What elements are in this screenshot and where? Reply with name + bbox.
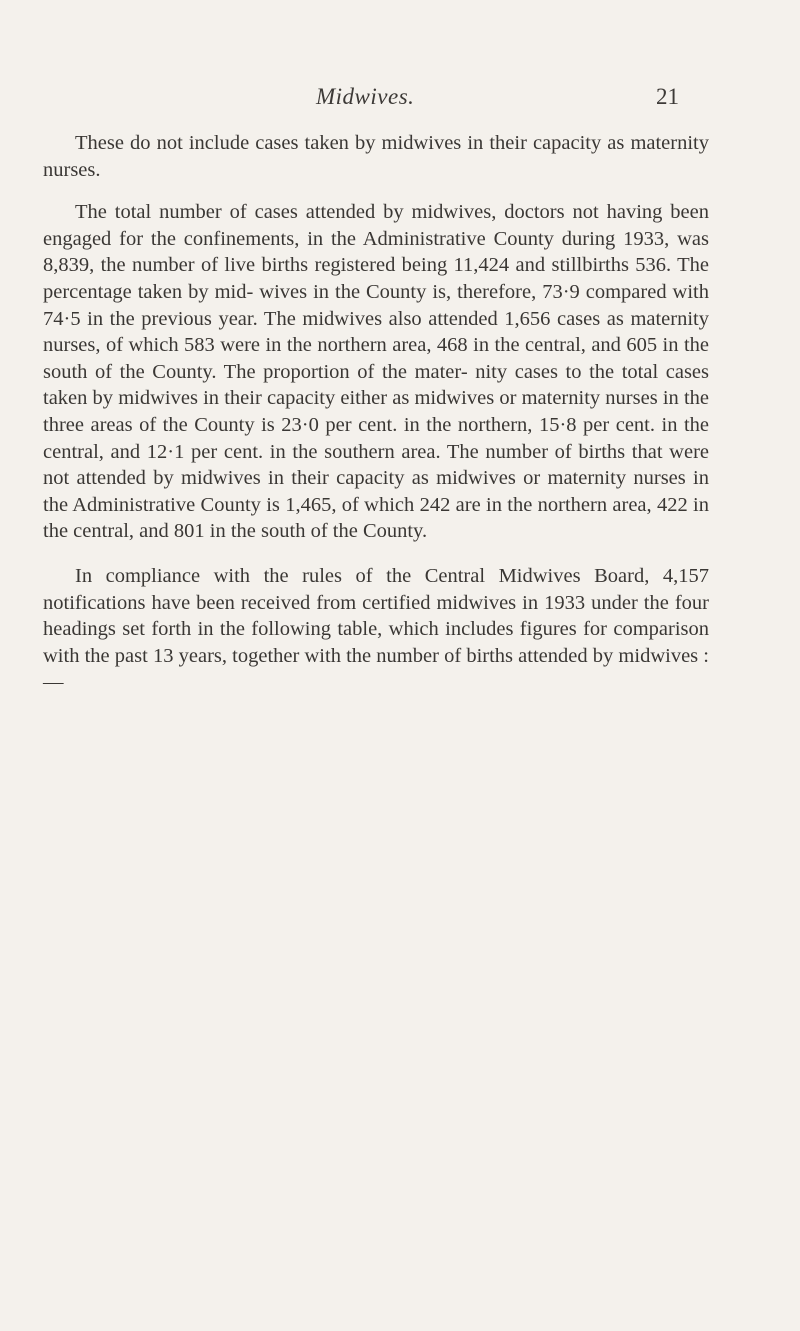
paragraph-3: In compliance with the rules of the Central Midwives Board, 4,157 notifications have been received from certified midwives in 1933 under the four headings set forth in the following table, which includes figures for comparison with the past 13 years, together with the number of births attended by midwives :— <box>43 564 709 694</box>
body-text <box>43 130 709 714</box>
running-head <box>0 84 800 114</box>
running-title: Midwives. <box>316 84 415 109</box>
paragraph-2: The total number of cases attended by midwives, doctors not having been engaged for the confinements, in the Administrative County during 1933, was 8,839, the number of live births registered being 11,424 and stillbirths 536. The percentage taken by mid- wives in the County is, therefore, 73·9 compared with 74·5 in the previous year. The midwives also attended 1,656 cases as maternity nurses, of which 583 were in the northern area, 468 in the central, and 605 in the south of the County. The proportion of the mater- nity cases to the total cases taken by midwives in their capacity either as midwives or maternity nurses in the three areas of the County is 23·0 per cent. in the northern, 15·8 per cent. in the central, and 12·1 per cent. in the southern area. The number of births that were not attended by midwives in their capacity as midwives or maternity nurses in the Administrative County is 1,465, of which 242 are in the northern area, 422 in the central, and 801 in the south of the County. <box>43 201 709 543</box>
paragraph-1: These do not include cases taken by midwives in their capacity as maternity nurses. <box>43 132 709 181</box>
page-number: 21 <box>656 84 679 109</box>
